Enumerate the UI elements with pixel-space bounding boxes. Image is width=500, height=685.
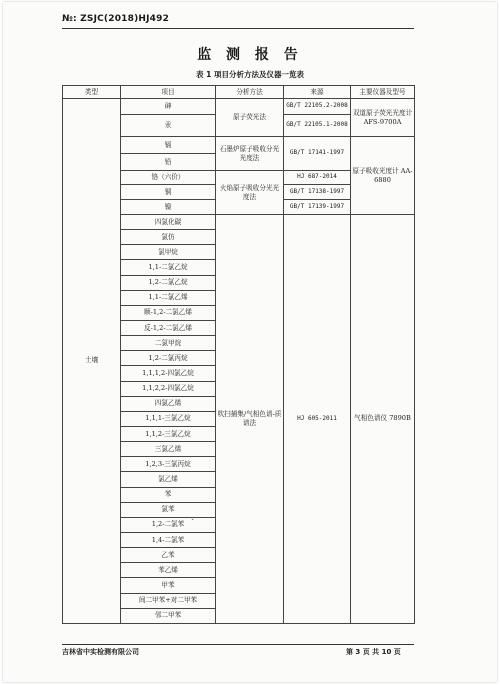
item-cell: 间二甲苯+对二甲苯 — [121, 593, 216, 608]
item-cell: 乙苯 — [121, 548, 216, 563]
category-cell: 土壤 — [63, 99, 121, 624]
item-cell: 氯苯 — [121, 502, 216, 517]
source-cell: GB/T 22105.1-2008 — [284, 115, 351, 137]
header-item: 项目 — [121, 86, 216, 99]
item-cell: 砷 — [121, 99, 216, 115]
document-number: №: ZSJC(2018)HJ492 — [62, 14, 170, 24]
item-cell: 三氯乙烯 — [121, 442, 216, 457]
header-instrument: 主要仪器及型号 — [351, 86, 415, 99]
item-cell: 镍 — [121, 200, 216, 215]
source-cell: GB/T 17139-1997 — [284, 200, 351, 215]
item-cell: 1,1-二氯乙烷 — [121, 260, 216, 275]
item-cell: 顺-1,2-二氯乙烯 — [121, 305, 216, 320]
instrument-cell: 原子吸收光度计 AA-6880 — [351, 137, 415, 215]
methods-table — [62, 85, 415, 624]
item-cell: 氯仿 — [121, 230, 216, 245]
item-cell: 氯甲烷 — [121, 245, 216, 260]
stray-mark: ˇ — [191, 519, 194, 526]
table-row — [63, 99, 415, 115]
item-cell: 1,1,2,2-四氯乙烷 — [121, 381, 216, 396]
method-cell: 火焰原子吸收分光光度法 — [216, 171, 284, 215]
item-cell: 苯 — [121, 487, 216, 502]
item-cell: 铜 — [121, 185, 216, 200]
header-rule — [62, 28, 414, 29]
item-cell: 氯乙烯 — [121, 472, 216, 487]
method-cell: 原子荧光法 — [216, 99, 284, 137]
header-type: 类型 — [63, 86, 121, 99]
item-cell: 镉 — [121, 137, 216, 154]
item-cell: 苯乙烯 — [121, 563, 216, 578]
item-cell: 反-1,2-二氯乙烯 — [121, 320, 216, 335]
item-cell: 1,1,2-三氯乙烷 — [121, 426, 216, 441]
method-cell: 石墨炉原子吸收分光光度法 — [216, 137, 284, 171]
item-cell: 汞 — [121, 115, 216, 137]
item-cell: 1,1,1,2-四氯乙烷 — [121, 366, 216, 381]
report-title: 监 测 报 告 — [197, 47, 303, 63]
item-cell: 甲苯 — [121, 578, 216, 593]
table-header-row — [63, 86, 415, 99]
item-cell: 1,2-二氯苯 — [121, 517, 216, 532]
source-cell: GB/T 17138-1997 — [284, 185, 351, 200]
company-name: 吉林省中实检测有限公司 — [62, 648, 139, 656]
item-cell: 1,2-二氯乙烷 — [121, 275, 216, 290]
source-cell: HJ 687-2014 — [284, 171, 351, 185]
item-cell: 铅 — [121, 154, 216, 171]
instrument-cell: 双道原子荧光光度计 AFS-9700A — [351, 99, 415, 137]
method-cell: 吹扫捕集/气相色谱-质谱法 — [216, 215, 284, 624]
instrument-cell: 气相色谱仪 7890B — [351, 215, 415, 624]
table-caption: 表 1 项目分析方法及仪器一览表 — [196, 70, 304, 79]
item-cell: 铬（六价） — [121, 171, 216, 185]
item-cell: 1,1,1-三氯乙烷 — [121, 411, 216, 426]
source-cell: GB/T 17141-1997 — [284, 137, 351, 171]
page-number: 第 3 页 共 10 页 — [346, 648, 401, 656]
item-cell: 1,2-二氯丙烷 — [121, 351, 216, 366]
header-method: 分析方法 — [216, 86, 284, 99]
item-cell: 1,1-二氯乙烯 — [121, 290, 216, 305]
item-cell: 1,4-二氯苯 — [121, 532, 216, 547]
item-cell: 邻二甲苯 — [121, 608, 216, 623]
item-cell: 二氯甲烷 — [121, 336, 216, 351]
item-cell: 四氯乙烯 — [121, 396, 216, 411]
footer-rule — [62, 644, 414, 645]
header-source: 来源 — [284, 86, 351, 99]
source-cell: GB/T 22105.2-2008 — [284, 99, 351, 115]
source-cell: HJ 605-2011 — [284, 215, 351, 624]
item-cell: 1,2,3-三氯丙烷 — [121, 457, 216, 472]
item-cell: 四氯化碳 — [121, 215, 216, 230]
